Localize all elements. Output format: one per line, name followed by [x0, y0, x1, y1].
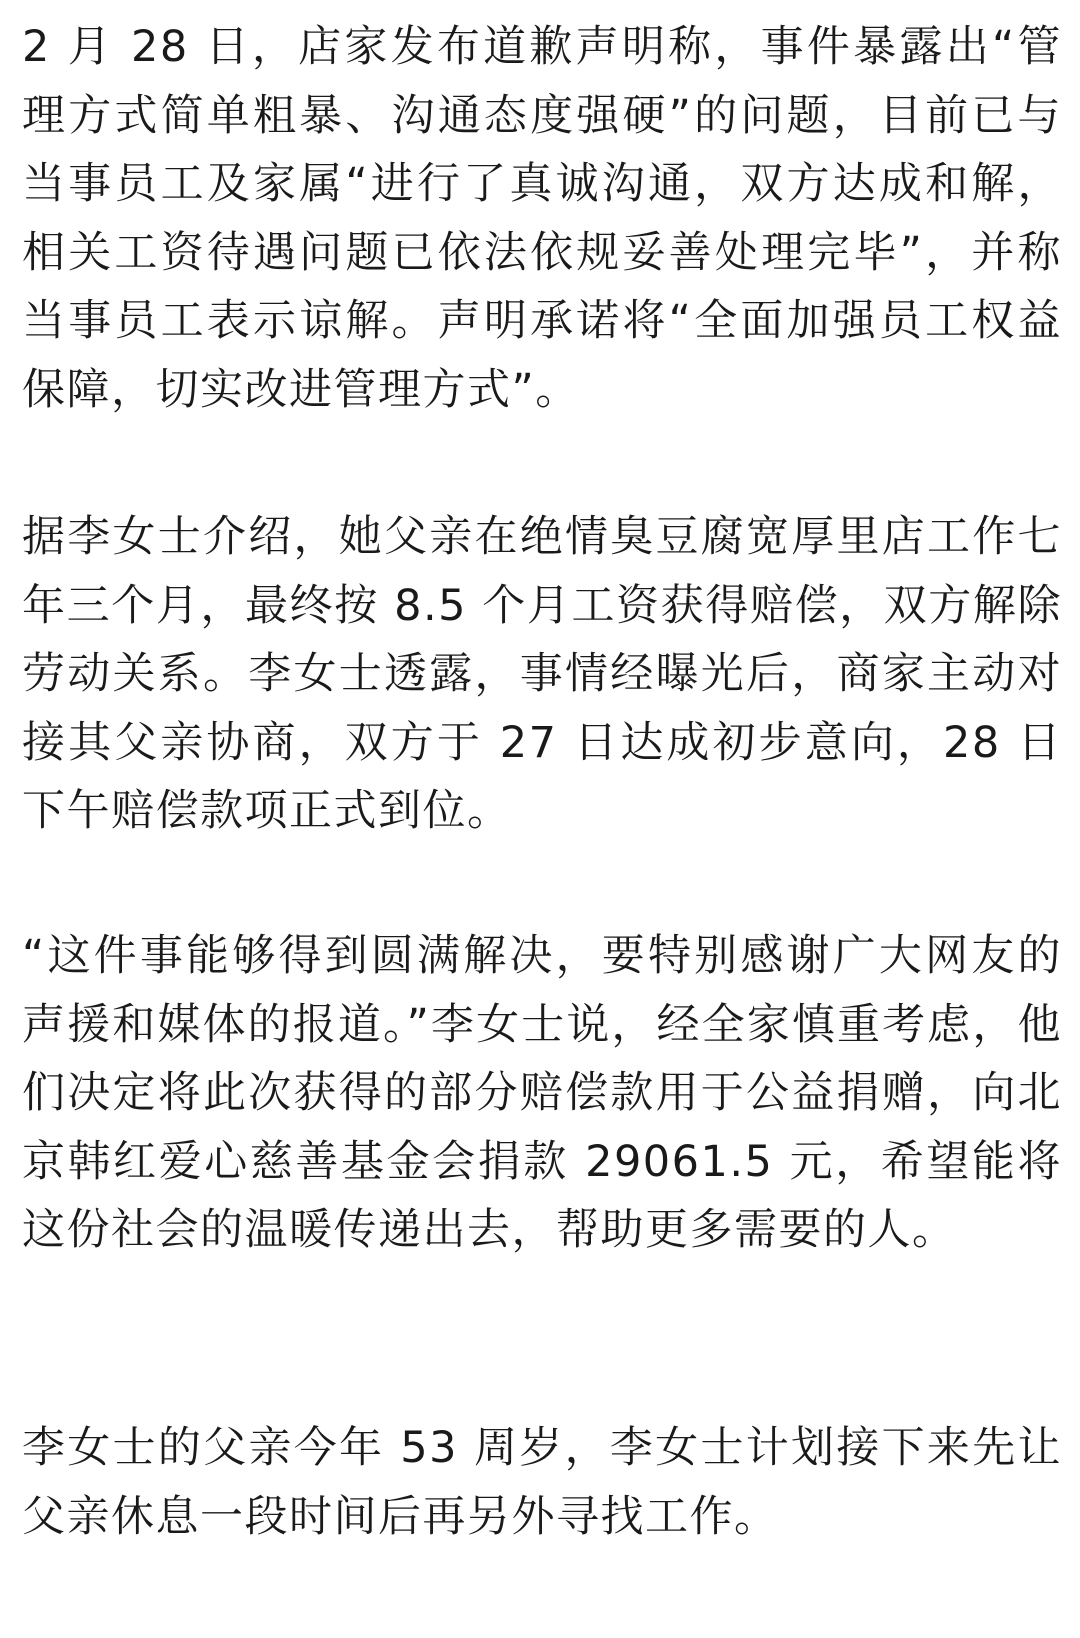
- paragraph-compensation: 据李女士介绍，她父亲在绝情臭豆腐宽厚里店工作七年三个月，最终按 8.5 个月工资获得赔偿，双方解除劳动关系。李女士透露，事情经曝光后，商家主动对接其父亲协商，双方于 27 日达成初步意向，28 日下午赔偿款项正式到位。: [22, 512, 1062, 836]
- paragraph-donation: “这件事能够得到圆满解决，要特别感谢广大网友的声援和媒体的报道。”李女士说，经全家慎重考虑，他们决定将此次获得的部分赔偿款用于公益捐赠，向北京韩红爱心慈善基金会捐款 29061.5 元，希望能将这份社会的温暖传递出去，帮助更多需要的人。: [22, 931, 1062, 1255]
- paragraph-future-plan: 李女士的父亲今年 53 周岁，李女士计划接下来先让父亲休息一段时间后再另外寻找工作。: [22, 1423, 1062, 1542]
- paragraph-apology-statement: 2 月 28 日，店家发布道歉声明称，事件暴露出“管理方式简单粗暴、沟通态度强硬”的问题，目前已与当事员工及家属“进行了真诚沟通，双方达成和解，相关工资待遇问题已依法依规妥善处理完毕”，并称当事员工表示谅解。声明承诺将“全面加强员工权益保障，切实改进管理方式”。: [22, 22, 1062, 415]
